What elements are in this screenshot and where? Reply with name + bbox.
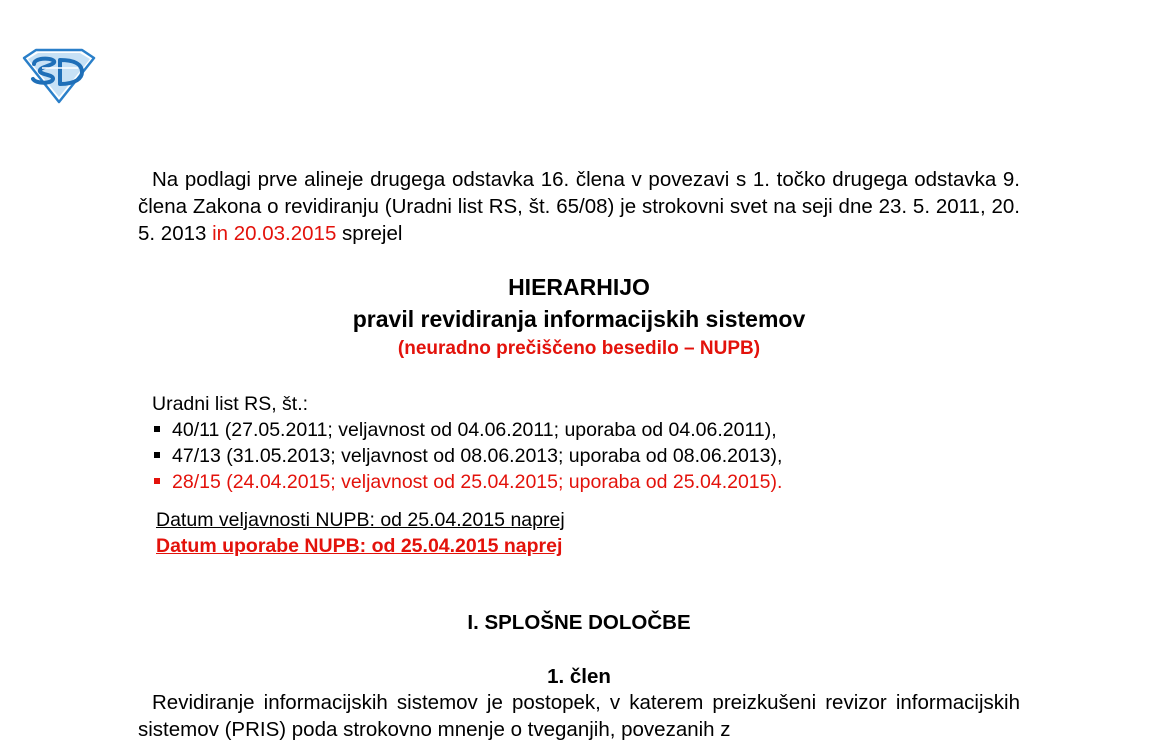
square-bullet-icon xyxy=(154,478,160,484)
gazette-item xyxy=(152,417,782,443)
gazette-item-text: 28/15 (24.04.2015; veljavnost od 25.04.2015; uporaba od 25.04.2015). xyxy=(172,471,783,493)
gazette-item xyxy=(152,443,782,469)
document-unofficial-note: (neuradno prečiščeno besedilo – NUPB) xyxy=(397,338,761,359)
article-heading: 1. člen xyxy=(547,665,611,688)
square-bullet-icon xyxy=(154,426,160,432)
intro-paragraph xyxy=(138,166,1020,247)
gazette-list xyxy=(152,417,782,495)
document-subtitle: pravil revidiranja informacijskih sistemov xyxy=(352,306,806,332)
validity-date: Datum veljavnosti NUPB: od 25.04.2015 naprej xyxy=(156,509,565,531)
document-title: HIERARHIJO xyxy=(508,274,650,300)
document-title-block xyxy=(138,272,1020,363)
section-heading: I. SPLOŠNE DOLOČBE xyxy=(467,611,691,634)
article-body: Revidiranje informacijskih sistemov je postopek, v katerem preizkušeni revizor informacijskih sistemov (PRIS) poda strokovno mnenje o tveganjih, povezanih z xyxy=(138,691,1020,741)
application-date: Datum uporabe NUPB: od 25.04.2015 naprej xyxy=(156,535,563,557)
intro-text-amendment-date: in 20.03.2015 xyxy=(212,222,337,245)
gazette-label: Uradni list RS, št.: xyxy=(152,393,309,415)
sd-shield-logo-icon xyxy=(20,46,98,104)
gazette-item-text: 47/13 (31.05.2013; veljavnost od 08.06.2013; uporaba od 08.06.2013), xyxy=(172,445,783,467)
intro-text-after: sprejel xyxy=(336,222,403,245)
gazette-item-text: 40/11 (27.05.2011; veljavnost od 04.06.2011; uporaba od 04.06.2011), xyxy=(172,419,777,441)
official-gazette-references xyxy=(152,391,782,495)
validity-dates xyxy=(156,507,565,559)
square-bullet-icon xyxy=(154,452,160,458)
gazette-item xyxy=(152,469,782,495)
intro-text-before: Na podlagi prve alineje drugega odstavka 16. člena v povezavi s 1. točko drugega odstavka 9. člena Zakona o revidiranju (Uradni list RS, št. 65/08) je strokovni svet na seji dne 23. 5. 2011, 20. 5. 2013 xyxy=(138,168,1020,245)
